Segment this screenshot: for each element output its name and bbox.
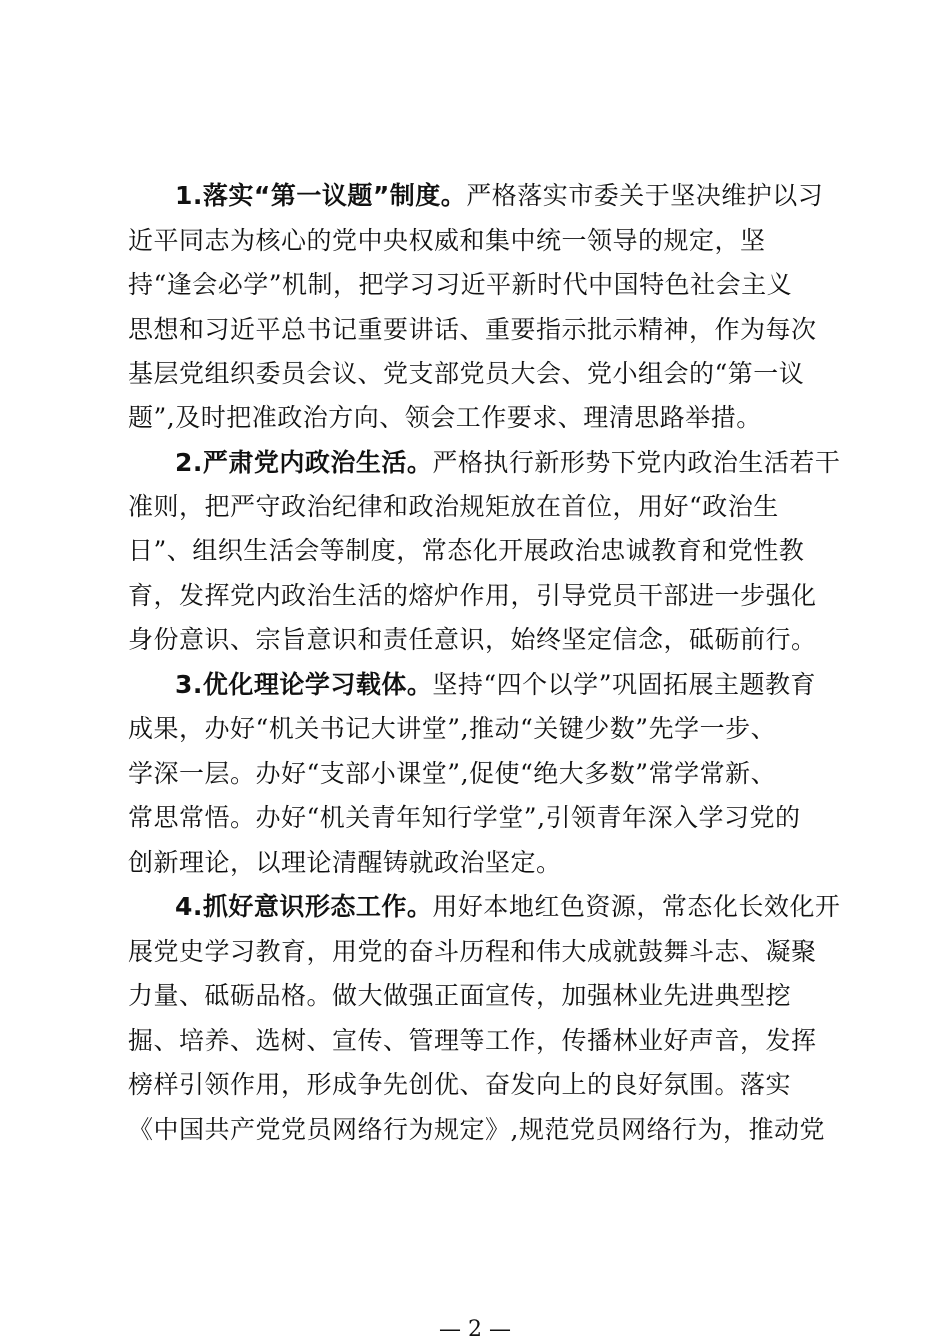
paragraph-4-text: 用好本地红色资源，常态化长效化开 — [432, 892, 841, 921]
paragraph-3-line-4: 常思常悟。办好“机关青年知行学堂”,引领青年深入学习党的 — [128, 803, 801, 832]
paragraph-4-line-5: 榜样引领作用，形成争先创优、奋发向上的良好氛围。落实 — [128, 1070, 792, 1099]
paragraph-4-line-4: 掘、培养、选树、宣传、管理等工作，传播林业好声音，发挥 — [128, 1026, 817, 1055]
paragraph-2-line-2: 准则，把严守政治纪律和政治规矩放在首位，用好“政治生 — [128, 492, 779, 521]
paragraph-2-text: 严格执行新形势下党内政治生活若干 — [432, 448, 841, 477]
paragraph-2-heading: 2.严肃党内政治生活。 — [175, 448, 433, 477]
paragraph-4-line-3: 力量、砥砺品格。做大做强正面宣传，加强林业先进典型挖 — [128, 981, 792, 1010]
paragraph-1-text: 严格落实市委关于坚决维护以习 — [466, 181, 824, 210]
paragraph-1-line-2: 近平同志为核心的党中央权威和集中统一领导的规定，坚 — [128, 226, 766, 255]
paragraph-4-heading: 4.抓好意识形态工作。 — [175, 892, 433, 921]
paragraph-1-line-3: 持“逢会必学”机制，把学习习近平新时代中国特色社会主义 — [128, 270, 793, 299]
paragraph-3-line-5: 创新理论，以理论清醒铸就政治坚定。 — [128, 848, 562, 877]
paragraph-3-line-3: 学深一层。办好“支部小课堂”,促使“绝大多数”常学常新、 — [128, 759, 777, 788]
paragraph-3-line-2: 成果，办好“机关书记大讲堂”,推动“关键少数”先学一步、 — [128, 714, 777, 743]
paragraph-4-line-6: 《中国共产党党员网络行为规定》,规范党员网络行为，推动党 — [128, 1115, 825, 1144]
paragraph-2-line-5: 身份意识、宗旨意识和责任意识，始终坚定信念，砥砺前行。 — [128, 625, 817, 654]
paragraph-1-line-1 — [175, 181, 823, 211]
paragraph-2-line-1 — [175, 448, 840, 478]
paragraph-3-line-1 — [175, 670, 816, 700]
paragraph-2-line-3: 日”、组织生活会等制度，常态化开展政治忠诚教育和党性教 — [128, 536, 805, 565]
paragraph-1-line-5: 基层党组织委员会议、党支部党员大会、党小组会的“第一议 — [128, 359, 805, 388]
paragraph-3-text: 坚持“四个以学”巩固拓展主题教育 — [432, 670, 816, 699]
paragraph-4-line-1 — [175, 892, 840, 922]
paragraph-1-line-4: 思想和习近平总书记重要讲话、重要指示批示精神，作为每次 — [128, 315, 817, 344]
page-number: — 2 — — [439, 1317, 511, 1342]
paragraph-4-line-2: 展党史学习教育，用党的奋斗历程和伟大成就鼓舞斗志、凝聚 — [128, 937, 817, 966]
paragraph-1-line-6: 题”,及时把准政治方向、领会工作要求、理清思路举措。 — [128, 403, 762, 432]
paragraph-3-heading: 3.优化理论学习载体。 — [175, 670, 433, 699]
paragraph-1-heading: 1.落实“第一议题”制度。 — [175, 181, 467, 210]
paragraph-2-line-4: 育，发挥党内政治生活的熔炉作用，引导党员干部进一步强化 — [128, 581, 817, 610]
